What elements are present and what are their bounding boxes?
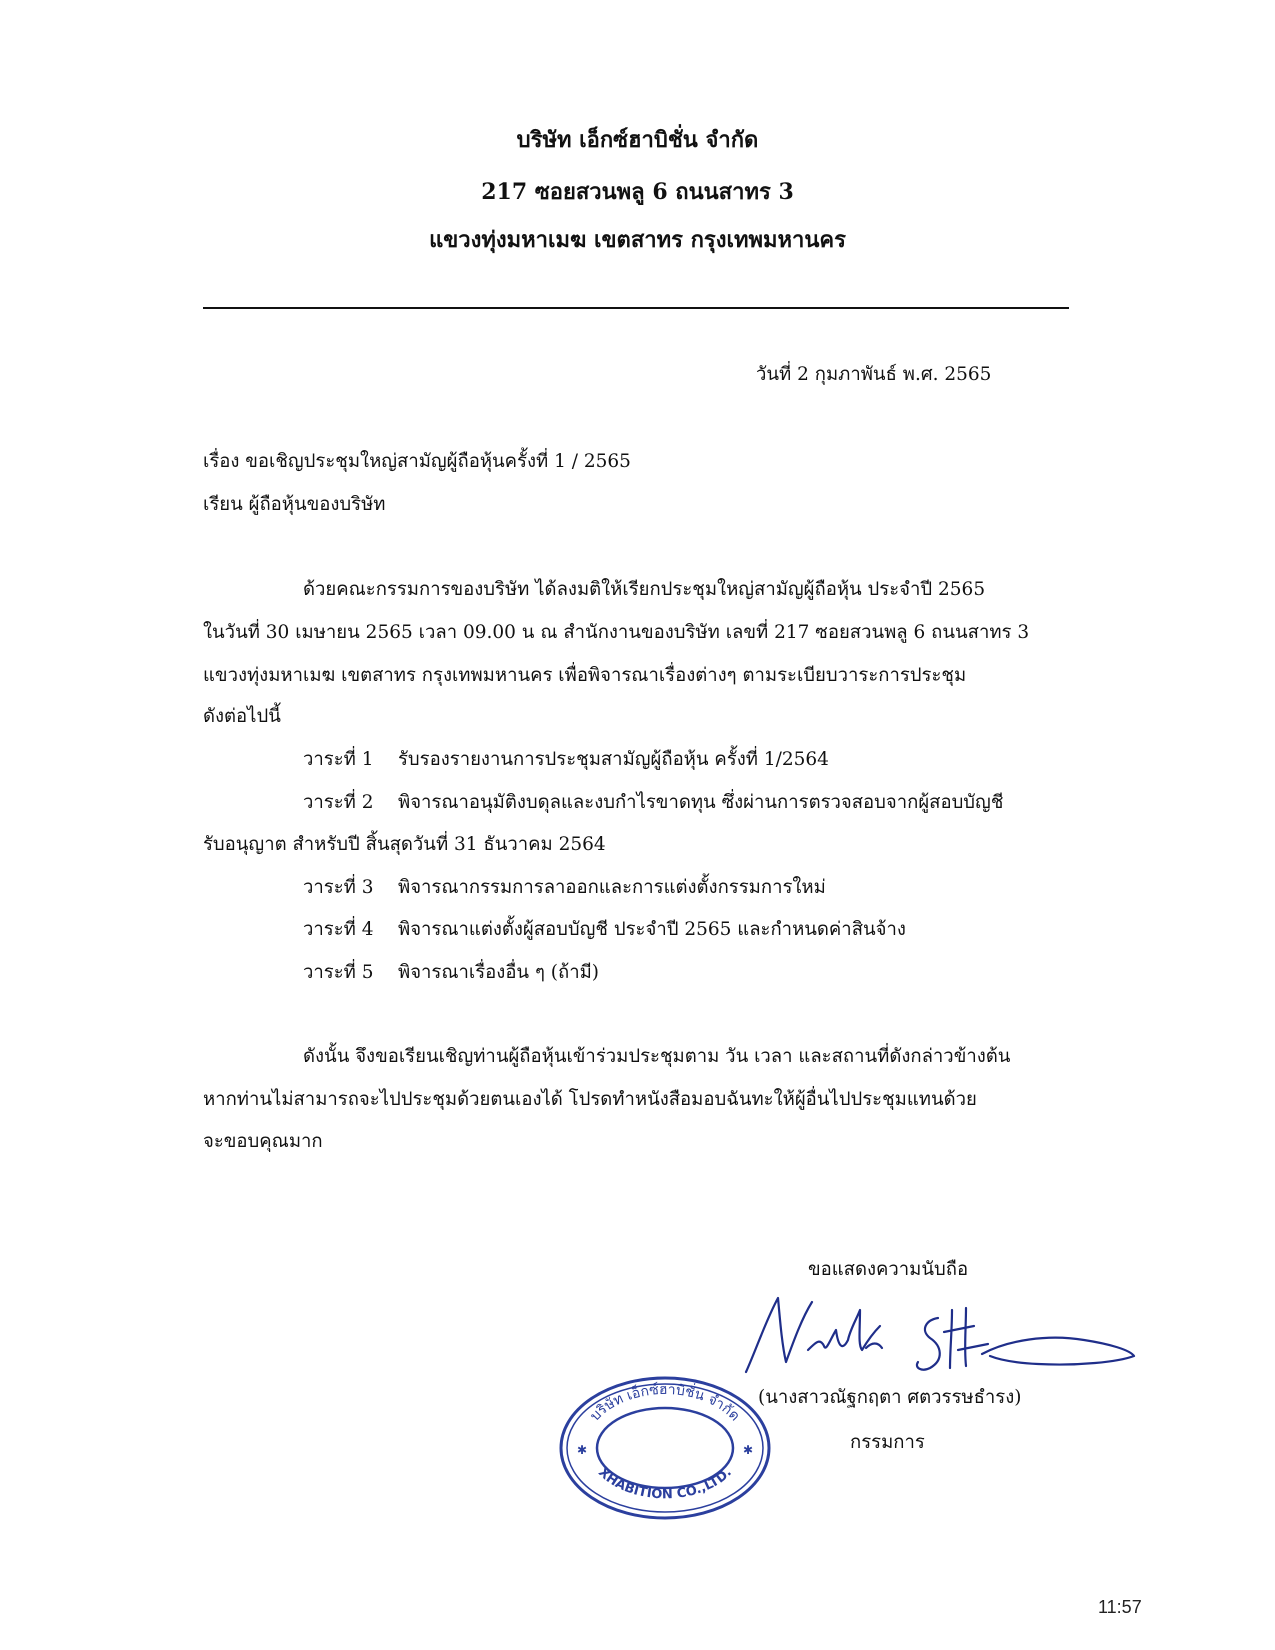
letter-subject: เรื่อง ขอเชิญประชุมใหญ่สามัญผู้ถือหุ้นครั้งที่ 1 / 2565 xyxy=(203,451,631,472)
header-divider xyxy=(203,307,1069,309)
seal-top-text: บริษัท เอ็กซ์ฮาบิชั่น จำกัด xyxy=(587,1381,743,1425)
intro-line-1: ด้วยคณะกรรมการของบริษัท ได้ลงมติให้เรียกประชุมใหญ่สามัญผู้ถือหุ้น ประจำปี 2565 xyxy=(303,579,986,600)
agenda-text-3: พิจารณากรรมการลาออกและการแต่งตั้งกรรมการใหม่ xyxy=(398,877,826,898)
closing-line-2: หากท่านไม่สามารถจะไปประชุมด้วยตนเองได้ โปรดทำหนังสือมอบฉันทะให้ผู้อื่นไปประชุมแทนด้วย xyxy=(203,1089,977,1110)
page-timestamp: 11:57 xyxy=(1098,1597,1142,1617)
intro-line-3: แขวงทุ่งมหาเมฆ เขตสาทร กรุงเทพมหานคร เพื่อพิจารณาเรื่องต่างๆ ตามระเบียบวาระการประชุม xyxy=(203,665,967,686)
seal-star-right-icon: ✱ xyxy=(743,1443,754,1457)
agenda-text-2: พิจารณาอนุมัติงบดุลและงบกำไรขาดทุน ซึ่งผ่านการตรวจสอบจากผู้สอบบัญชี xyxy=(398,792,1004,813)
letter-recipient: เรียน ผู้ถือหุ้นของบริษัท xyxy=(203,494,386,515)
svg-text:XHABITION CO.,LTD. xyxy=(595,1465,735,1502)
agenda-text-2-continuation: รับอนุญาต สำหรับปี สิ้นสุดวันที่ 31 ธันวาคม 2564 xyxy=(203,834,606,855)
signature-image xyxy=(738,1290,1138,1380)
signoff: ขอแสดงความนับถือ xyxy=(808,1259,969,1280)
letter-date: วันที่ 2 กุมภาพันธ์ พ.ศ. 2565 xyxy=(756,364,992,385)
agenda-text-1: รับรองรายงานการประชุมสามัญผู้ถือหุ้น ครั้งที่ 1/2564 xyxy=(398,749,829,770)
company-address-line2: แขวงทุ่งมหาเมฆ เขตสาทร กรุงเทพมหานคร xyxy=(429,227,846,253)
signer-title: กรรมการ xyxy=(850,1432,925,1453)
agenda-label-4: วาระที่ 4 xyxy=(303,919,374,940)
intro-line-4: ดังต่อไปนี้ xyxy=(203,706,281,727)
intro-line-2: ในวันที่ 30 เมษายน 2565 เวลา 09.00 น ณ สำนักงานของบริษัท เลขที่ 217 ซอยสวนพลู 6 ถนนสาทร 3 xyxy=(203,622,1030,643)
closing-line-3: จะขอบคุณมาก xyxy=(203,1131,323,1152)
seal-star-left-icon: ✱ xyxy=(577,1443,588,1457)
seal-bottom-text: XHABITION CO.,LTD. xyxy=(595,1465,735,1503)
company-address-line1: 217 ซอยสวนพลู 6 ถนนสาทร 3 xyxy=(481,179,794,205)
agenda-label-1: วาระที่ 1 xyxy=(303,749,374,770)
agenda-label-3: วาระที่ 3 xyxy=(303,877,374,898)
company-name: บริษัท เอ็กซ์ฮาบิชั่น จำกัด xyxy=(516,127,759,153)
agenda-text-4: พิจารณาแต่งตั้งผู้สอบบัญชี ประจำปี 2565 และกำหนดค่าสินจ้าง xyxy=(398,919,906,940)
agenda-text-5: พิจารณาเรื่องอื่น ๆ (ถ้ามี) xyxy=(398,962,599,983)
signer-name: (นางสาวณัฐกฤตา ศตวรรษธำรง) xyxy=(758,1387,1022,1408)
agenda-label-2: วาระที่ 2 xyxy=(303,792,374,813)
company-seal-icon xyxy=(555,1372,775,1522)
closing-line-1: ดังนั้น จึงขอเรียนเชิญท่านผู้ถือหุ้นเข้าร่วมประชุมตาม วัน เวลา และสถานที่ดังกล่าวข้างต้น xyxy=(303,1046,1011,1067)
agenda-label-5: วาระที่ 5 xyxy=(303,962,374,983)
